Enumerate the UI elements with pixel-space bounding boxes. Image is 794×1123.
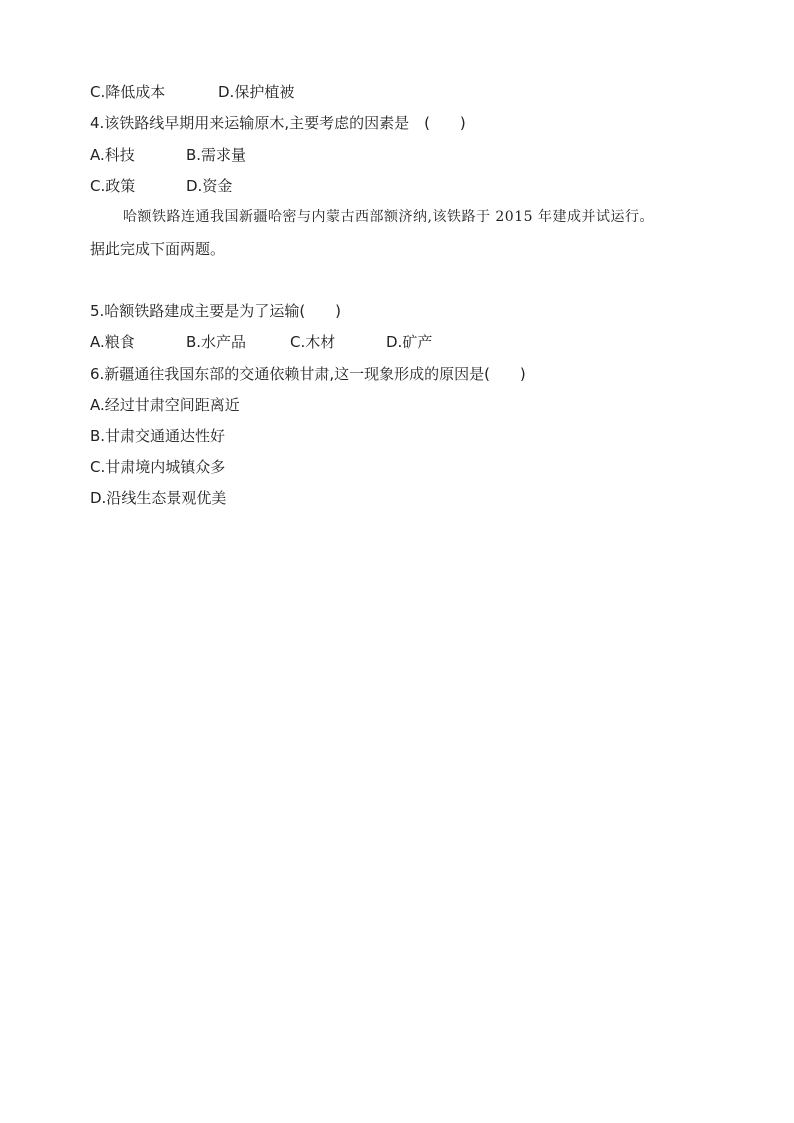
q4-option-a: A.科技	[90, 146, 135, 164]
q6-option-a: A.经过甘肃空间距离近	[90, 396, 240, 414]
q5-option-c: C.木材	[290, 333, 336, 351]
q5-option-b: B.水产品	[186, 333, 247, 351]
q4-stem: 4.该铁路线早期用来运输原木,主要考虑的因素是 ( )	[90, 114, 466, 132]
passage-text: 哈额铁路连通我国新疆哈密与内蒙古西部额济纳,该铁路于 2015 年建成并试运行。	[123, 209, 654, 225]
q6-stem: 6.新疆通往我国东部的交通依赖甘肃,这一现象形成的原因是( )	[90, 365, 526, 383]
q3-option-d: D.保护植被	[218, 83, 295, 101]
q5-stem: 5.哈额铁路建成主要是为了运输( )	[90, 302, 342, 320]
q4-option-b: B.需求量	[186, 146, 247, 164]
q4-option-d: D.资金	[186, 177, 233, 195]
passage-instruction: 据此完成下面两题。	[90, 240, 226, 258]
q4-option-c: C.政策	[90, 177, 136, 195]
q3-option-c: C.降低成本	[90, 83, 166, 101]
q6-option-b: B.甘肃交通通达性好	[90, 427, 226, 445]
q5-option-d: D.矿产	[386, 333, 433, 351]
q5-option-a: A.粮食	[90, 333, 135, 351]
q6-option-d: D.沿线生态景观优美	[90, 489, 227, 507]
q6-option-c: C.甘肃境内城镇众多	[90, 458, 226, 476]
